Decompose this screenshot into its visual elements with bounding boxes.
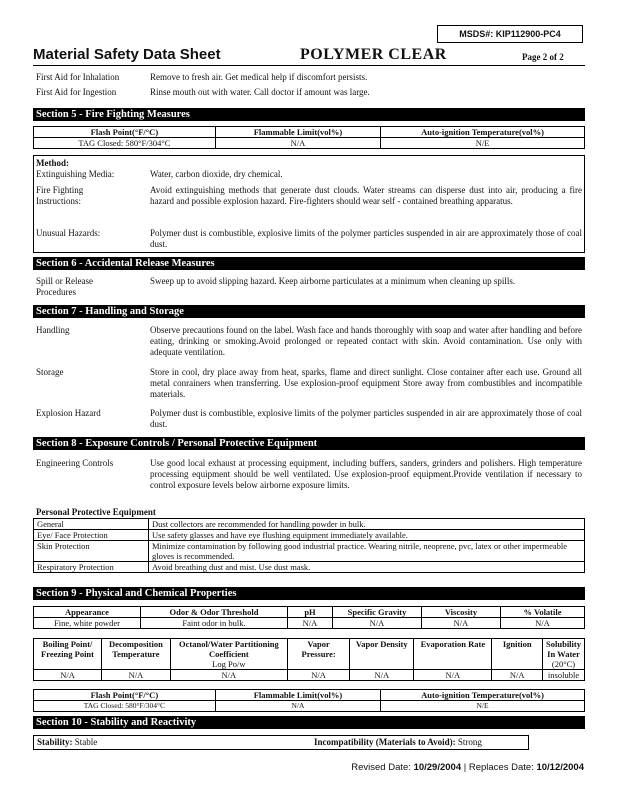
section-9-heading: Section 9 - Physical and Chemical Properties bbox=[33, 587, 585, 600]
revised-date: 10/29/2004 bbox=[413, 762, 462, 773]
phys2-col-octanol bbox=[170, 639, 287, 670]
phys-volatile: N/A bbox=[501, 618, 585, 629]
incompatibility-value: Strong bbox=[457, 737, 482, 747]
fire-table bbox=[33, 126, 585, 149]
phys2-col-vapor-density: Vapor Density bbox=[350, 639, 414, 670]
phys-col-viscosity: Viscosity bbox=[422, 607, 501, 618]
ppe-key: Eye/ Face Protection bbox=[34, 530, 149, 541]
ppe-key: Respiratory Protection bbox=[34, 562, 149, 573]
phys-col-appearance: Appearance bbox=[34, 607, 141, 618]
ppe-key: Skin Protection bbox=[34, 541, 149, 562]
phys2-octanol-title: Octanol/Water Partitioning Coefficient bbox=[179, 639, 279, 659]
spill-label: Spill or Release Procedures bbox=[36, 276, 93, 297]
physical-table-1 bbox=[33, 606, 585, 629]
extinguishing-media-label: Extinguishing Media: bbox=[36, 169, 115, 179]
ppe-table bbox=[33, 518, 585, 573]
phys2-vapor-density: N/A bbox=[350, 670, 414, 681]
phys2-col-ignition: Ignition bbox=[492, 639, 543, 670]
section-7-heading: Section 7 - Handling and Storage bbox=[33, 305, 585, 318]
phys-col-gravity: Specific Gravity bbox=[333, 607, 422, 618]
section-10-heading: Section 10 - Stability and Reactivity bbox=[33, 716, 585, 729]
section-5-heading: Section 5 - Fire Fighting Measures bbox=[33, 108, 585, 121]
phys-col-ph: pH bbox=[288, 607, 333, 618]
phys-col-odor: Odor & Odor Threshold bbox=[141, 607, 288, 618]
first-aid-inhalation-text: Remove to fresh air. Get medical help if discomfort persists. bbox=[150, 72, 368, 82]
header-rule bbox=[33, 65, 585, 66]
ppe-value: Minimize contamination by following good industrial practice. Wearing nitrile, neoprene, pvc, latex or other impermeable gloves is recommended. bbox=[149, 541, 585, 562]
revised-label: Revised Date: bbox=[351, 762, 411, 773]
fire-fighting-label: Fire Fighting Instructions: bbox=[36, 185, 84, 206]
phys2-decomposition: N/A bbox=[102, 670, 171, 681]
ppe-row bbox=[34, 562, 585, 573]
section-6-heading: Section 6 - Accidental Release Measures bbox=[33, 257, 585, 270]
first-aid-ingestion-text: Rinse mouth out with water. Call doctor if amount was large. bbox=[150, 87, 370, 97]
msds-number: MSDS#: KIP112900-PC4 bbox=[437, 25, 583, 43]
ppe-value: Avoid breathing dust and mist. Use dust mask. bbox=[149, 562, 585, 573]
handling-text: Observe precautions found on the label. Wash face and hands thoroughly with soap and water after handling and before eating, drinking or smoking.Avoid prolonged or repeated contact with skin. Avoid contamination. Use only with adequate ventilation. bbox=[150, 325, 582, 357]
fire-flash-value: TAG Closed: 580°F/304°C bbox=[34, 138, 216, 149]
footer-dates bbox=[300, 762, 584, 773]
incompatibility-label: Incompatibility (Materials to Avoid): bbox=[314, 737, 456, 747]
ppe-value: Use safety glasses and have eye flushing equipment immediately available. bbox=[149, 530, 585, 541]
phys3-flash: TAG Closed: 580°F/304°C bbox=[34, 701, 216, 712]
phys-appearance: Fine, white powder bbox=[34, 618, 141, 629]
physical-table-3 bbox=[33, 689, 585, 712]
phys3-col-flammable: Flammable Limit(vol%) bbox=[215, 690, 380, 701]
phys2-solubility-title: Solubility In Water bbox=[546, 639, 581, 659]
physical-table-2 bbox=[33, 638, 585, 681]
phys2-col-decomposition: Decomposition Temperature bbox=[102, 639, 171, 670]
ppe-value: Dust collectors are recommended for handling powder in bulk. bbox=[149, 519, 585, 530]
phys-gravity: N/A bbox=[333, 618, 422, 629]
phys2-col-evaporation: Evaporation Rate bbox=[414, 639, 492, 670]
ppe-row bbox=[34, 519, 585, 530]
ppe-key: General bbox=[34, 519, 149, 530]
phys2-boiling: N/A bbox=[34, 670, 102, 681]
phys2-octanol-sub: Log Po/w bbox=[212, 659, 246, 669]
phys2-vapor-pressure: N/A bbox=[287, 670, 349, 681]
section-8-heading: Section 8 - Exposure Controls / Personal Protective Equipment bbox=[33, 437, 585, 450]
phys-ph: N/A bbox=[288, 618, 333, 629]
phys2-evaporation: N/A bbox=[414, 670, 492, 681]
ppe-title: Personal Protective Equipment bbox=[36, 507, 156, 517]
unusual-hazards-label: Unusual Hazards: bbox=[36, 228, 101, 238]
replaces-date: 10/12/2004 bbox=[536, 762, 584, 773]
explosion-hazard-text: Polymer dust is combustible, explosive limits of the polymer particles suspended in air are approximately those of coal dust. bbox=[150, 408, 582, 429]
phys2-octanol: N/A bbox=[170, 670, 287, 681]
spill-text: Sweep up to avoid slipping hazard. Keep airborne particulates at a minimum when cleaning up spills. bbox=[150, 276, 516, 286]
fire-col-flash: Flash Point(°F/°C) bbox=[34, 127, 216, 138]
explosion-hazard-label: Explosion Hazard bbox=[36, 408, 101, 418]
unusual-hazards-text: Polymer dust is combustible, explosive limits of the polymer particles suspended in air are approximately those of coal dust. bbox=[150, 228, 582, 249]
phys-viscosity: N/A bbox=[422, 618, 501, 629]
handling-label: Handling bbox=[36, 325, 70, 335]
ppe-row bbox=[34, 541, 585, 562]
phys2-ignition: N/A bbox=[492, 670, 543, 681]
storage-label: Storage bbox=[36, 367, 64, 377]
stability-value: Stable bbox=[74, 737, 98, 747]
page-number: Page 2 of 2 bbox=[522, 52, 564, 62]
storage-text: Store in cool, dry place away from heat, sparks, flame and direct sunlight. Close container after each use. Ground all metal conrainers when transferring. Use explosion-proof equipment Store away from combustibles and incompatible materials. bbox=[150, 367, 582, 399]
incompatibility-line bbox=[314, 737, 482, 747]
phys3-col-autoignition: Auto-ignition Temperature(vol%) bbox=[381, 690, 585, 701]
phys3-flammable: N/A bbox=[215, 701, 380, 712]
fire-flammable-value: N/A bbox=[215, 138, 380, 149]
engineering-controls-label: Engineering Controls bbox=[36, 458, 114, 468]
phys-col-volatile: % Volatile bbox=[501, 607, 585, 618]
stability-line bbox=[37, 737, 97, 747]
phys3-autoignition: N/E bbox=[381, 701, 585, 712]
phys2-col-solubility bbox=[543, 639, 585, 670]
fire-autoignition-value: N/E bbox=[381, 138, 585, 149]
fire-fighting-text: Avoid extinguishing methods that generate dust clouds. Water streams can disperse dust into air, producing a fire hazard and possible explosion hazard. Fire-fighters should wear self - contained breathing apparatus. bbox=[150, 185, 582, 206]
fire-col-autoignition: Auto-ignition Temperature(vol%) bbox=[381, 127, 585, 138]
phys-odor: Faint odor in bulk. bbox=[141, 618, 288, 629]
replaces-label: | Replaces Date: bbox=[463, 762, 534, 773]
first-aid-ingestion-label: First Aid for Ingestion bbox=[36, 87, 117, 97]
document-title: Material Safety Data Sheet bbox=[33, 46, 221, 63]
fire-col-flammable: Flammable Limit(vol%) bbox=[215, 127, 380, 138]
phys2-col-boiling: Boiling Point/ Freezing Point bbox=[34, 639, 102, 670]
first-aid-inhalation-label: First Aid for Inhalation bbox=[36, 72, 120, 82]
phys2-col-vapor-pressure: Vapor Pressure: bbox=[287, 639, 349, 670]
engineering-controls-text: Use good local exhaust at processing equipment, including buffers, sanders, grinders and polishers. High temperature processing equipment should be well ventilated. Use explosion-proof equipment.Provide ventilation if necessary to control exposure levels below airborne exposure limits. bbox=[150, 458, 582, 490]
stability-label: Stability: bbox=[37, 737, 73, 747]
extinguishing-media-text: Water, carbon dioxide, dry chemical. bbox=[150, 169, 283, 179]
method-label: Method: bbox=[36, 158, 69, 168]
phys2-solubility-sub: (20°C) bbox=[551, 659, 576, 669]
phys2-solubility: insoluble bbox=[543, 670, 585, 681]
ppe-row bbox=[34, 530, 585, 541]
product-name: POLYMER CLEAR bbox=[300, 46, 447, 63]
phys3-col-flash: Flash Point(°F/°C) bbox=[34, 690, 216, 701]
